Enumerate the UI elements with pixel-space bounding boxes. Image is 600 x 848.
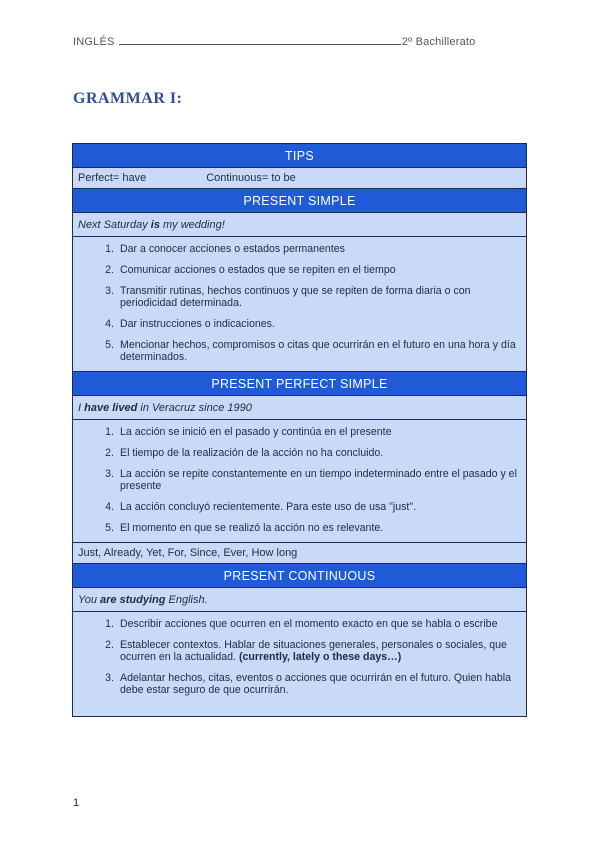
example-text: English. [165,594,208,606]
page-number: 1 [73,797,80,809]
example-text: in Veracruz since 1990 [137,402,252,414]
present-perfect-example [73,396,526,420]
present-continuous-example [73,588,526,612]
present-simple-example [73,213,526,237]
example-verb: have lived [84,402,138,414]
list-item: 4. Dar instrucciones o indicaciones. [78,318,518,330]
example-text: my wedding! [159,219,225,231]
list-item-text: Mencionar hechos, compromisos o citas que ocurrirán en el futuro en una hora y día determinados. [120,339,516,363]
present-simple-uses [73,237,526,372]
header-subject: INGLÉS [73,36,115,48]
list-item: 3. La acción se repite constantemente en un tiempo indeterminado entre el pasado y el presente [105,468,517,492]
list-item-text: El momento en que se realizó la acción no es relevante. [120,522,384,534]
tip-continuous: Continuous= to be [206,172,296,184]
example-verb: are studying [100,594,166,606]
list-item-text: Describir acciones que ocurren en el momento exacto en que se habla o escribe [120,618,498,630]
list-item: 1. Describir acciones que ocurren en el momento exacto en que se habla o escribe [78,618,518,630]
list-item-text: Comunicar acciones o estados que se repiten en el tiempo [120,264,396,276]
list-item-text: Dar instrucciones o indicaciones. [120,318,275,330]
list-item-text: Adelantar hechos, citas, eventos o acciones que ocurrirán en el futuro. Quien habla debe estar seguro de que ocurrirán. [120,672,512,696]
list-item-text: El tiempo de la realización de la acción no ha concluido. [120,447,384,459]
list-item: 3. Adelantar hechos, citas, eventos o acciones que ocurrirán en el futuro. Quien habla debe estar seguro de que ocurrirán. [78,672,518,696]
list-item: 2. Establecer contextos. Hablar de situaciones generales, personales o sociales, que ocurren en la actualidad. (currently, lately o these days…) [78,639,518,663]
list-item: 3. Transmitir rutinas, hechos continuos y que se repiten de forma diaria o con periodicidad determinada. [78,285,518,309]
list-item-text: La acción se repite constantemente en un tiempo indeterminado entre el pasado y el presente [120,468,517,492]
present-perfect-header: PRESENT PERFECT SIMPLE [73,372,526,396]
list-item: 5. Mencionar hechos, compromisos o citas que ocurrirán en el futuro en una hora y día determinados. [78,339,518,363]
page-header [73,36,533,48]
list-item: 1. La acción se inició en el pasado y continúa en el presente [78,426,518,438]
example-text: I [78,402,85,414]
example-text: Next Saturday [78,219,151,231]
present-simple-header: PRESENT SIMPLE [73,189,526,213]
list-item: 2. Comunicar acciones o estados que se repiten en el tiempo [78,264,518,276]
list-item-text: Dar a conocer acciones o estados permanentes [120,243,345,255]
list-item-text: Transmitir rutinas, hechos continuos y que se repiten de forma diaria o con periodicidad determinada. [120,285,471,309]
list-item: 2. El tiempo de la realización de la acción no ha concluido. [78,447,518,459]
header-name-line [119,36,401,45]
tip-perfect: Perfect= have [78,172,147,184]
list-item-text: La acción se inició en el pasado y continúa en el presente [120,426,392,438]
present-continuous-header: PRESENT CONTINUOUS [73,564,526,588]
header-course: 2º Bachillerato [401,36,476,48]
list-item: 1. Dar a conocer acciones o estados permanentes [78,243,518,255]
list-item-text: La acción concluyó recientemente. Para este uso de usa "just". [120,501,417,513]
present-continuous-uses [73,612,526,716]
list-item: 4. La acción concluyó recientemente. Para este uso de usa "just". [78,501,518,513]
page-title: GRAMMAR I: [73,90,183,107]
present-perfect-uses [73,420,526,543]
list-item: 5. El momento en que se realizó la acción no es relevante. [78,522,518,534]
list-item-text: Establecer contextos. Hablar de situaciones generales, personales o sociales, que ocurren en la actualidad. (currently, lately o these days…) [120,639,507,663]
present-perfect-keywords: Just, Already, Yet, For, Since, Ever, How long [73,543,526,564]
grammar-table [72,143,527,717]
tips-row [73,168,526,189]
example-text: You [78,594,101,606]
example-verb: is [150,219,160,231]
tips-header: TIPS [73,144,526,168]
